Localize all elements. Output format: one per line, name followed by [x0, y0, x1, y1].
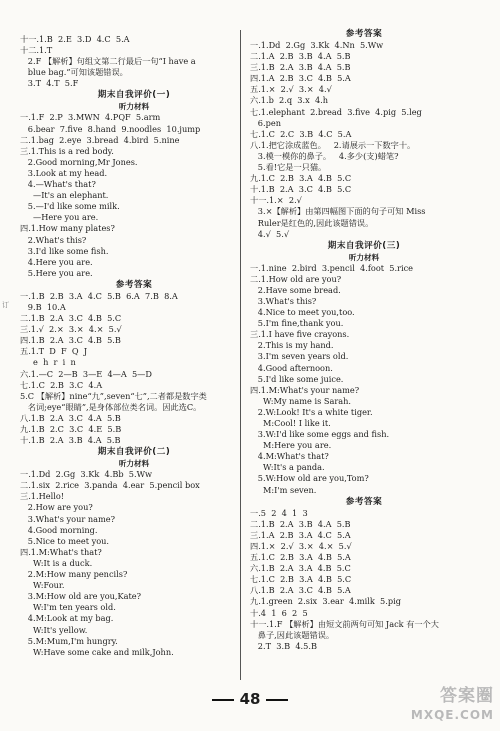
answer-line: 4.M:Look at my bag. — [20, 613, 114, 624]
answer-line: 十一.1.B 2.E 3.D 4.C 5.A — [20, 34, 130, 44]
answer-line: 2.Good morning,Mr Jones. — [20, 156, 138, 167]
answer-line: 三.1.√ 2.× 3.× 4.× 5.√ — [20, 324, 122, 335]
binding-mark: 订 — [2, 301, 9, 309]
answer-line: 2.F 【解析】句组文第二行最后一句“I have a — [20, 56, 196, 67]
answer-line: 二.1.A 2.B 3.B 4.A 5.B — [250, 51, 351, 62]
answer-line: 3.模一模你的鼻子。 4.多少(支)蜡笔? — [250, 150, 399, 161]
answer-line: 七.1.elephant 2.bread 3.five 4.pig 5.leg — [250, 106, 422, 117]
answer-line: 七.1.C 2.B 3.A 4.B 5.C — [250, 574, 352, 585]
answer-line: 四.1.M:What's your name? — [250, 384, 360, 395]
answer-line: 5.Nice to meet you. — [20, 535, 110, 546]
answer-line: 五.1.C 2.B 3.A 4.B 5.A — [250, 552, 351, 563]
answer-line: 三.1.This is a red body. — [20, 145, 114, 156]
answer-line: 5.I'm fine,thank you. — [250, 318, 344, 329]
answer-line: 4.Good afternoon. — [250, 362, 333, 373]
section-subheading: 听力材料 — [118, 102, 150, 112]
answer-line: 六.1.—C 2—B 3—E 4—A 5—D — [20, 368, 152, 379]
watermark-bottom: MXQE.COM — [410, 708, 494, 722]
answer-line: 九.1.green 2.six 3.ear 4.milk 5.pig — [250, 596, 401, 607]
answer-line: 2.W:Look! It's a white tiger. — [250, 406, 373, 417]
answer-line: 5.C 【解析】nine“九”,seven“七”,二者都是数字类 — [20, 390, 207, 401]
answer-line: W:Have some cake and milk,John. — [20, 646, 174, 657]
right-column — [250, 28, 478, 652]
answer-line: 3.W:I'd like some eggs and fish. — [250, 429, 390, 440]
answer-line: 一.1.Dd 2.Gg 3.Kk 4.Bb 5.Ww — [20, 469, 153, 480]
answer-line: 二.1.B 2.A 3.B 4.A 5.B — [250, 518, 351, 529]
answer-line: 七.1.C 2.C 3.B 4.C 5.A — [250, 128, 352, 139]
answer-line: 5.看!它是一只猫。 — [250, 162, 327, 173]
watermark-logo — [382, 685, 494, 729]
answer-line: —It's an elephant. — [20, 190, 109, 201]
answer-line: 5.M:Mum,I'm hungry. — [20, 635, 118, 646]
answer-line: 五.1.T D F Q J — [20, 346, 88, 357]
answer-line: 九.1.C 2.B 3.A 4.B 5.C — [250, 173, 352, 184]
answer-line: W:I'm ten years old. — [20, 602, 116, 613]
answer-line: 名词;eye“眼睛”,是身体部位类名词。因此选C。 — [20, 401, 202, 412]
left-column — [20, 34, 248, 658]
answer-line: W:It's a panda. — [250, 462, 325, 473]
answer-line: 2.T 3.B 4.5.B — [250, 640, 317, 651]
answer-line: M:Cool! I like it. — [250, 418, 331, 428]
answer-line: 二.1.bag 2.eye 3.bread 4.bird 5.nine — [20, 134, 180, 145]
answer-line: 2.How are you? — [20, 502, 93, 513]
answer-line: 四.1.How many plates? — [20, 223, 115, 234]
section-heading: 期末自我评价(一) — [97, 90, 171, 101]
answer-line: 5.Here you are. — [20, 267, 93, 278]
answer-line: 9.B 10.A — [20, 301, 66, 312]
answer-line: 十一.1.× 2.√ — [250, 195, 302, 206]
answer-line: 三.1.B 2.A 3.B 4.A 5.B — [250, 62, 351, 73]
answer-line: 4.—What's that? — [20, 179, 96, 190]
answer-line: 三.1.I have five crayons. — [250, 329, 350, 340]
answer-line: blue bag.”可知该题错误。 — [20, 67, 128, 78]
answer-line: 六.1.b 2.q 3.x 4.h — [250, 95, 329, 106]
answer-line: 鼻子,因此该题错误。 — [250, 629, 335, 640]
answer-line: 十.1.B 2.A 3.B 4.A 5.B — [20, 435, 121, 446]
answer-line: 3.I'd like some fish. — [20, 245, 109, 256]
answer-line: 四.1.A 2.B 3.C 4.B 5.A — [250, 73, 351, 84]
section-heading: 参考答案 — [345, 496, 383, 507]
section-heading: 参考答案 — [115, 279, 153, 290]
answer-line: W:Four. — [20, 580, 65, 591]
answer-line: 十二.1.T — [20, 45, 53, 56]
answer-line: W:My name is Sarah. — [250, 395, 352, 406]
answer-line: 3.×【解析】由第四幅图下面的句子可知 Miss — [250, 206, 426, 217]
answer-line: 2.M:How many pencils? — [20, 569, 128, 580]
answer-line: 2.What's this? — [20, 234, 87, 245]
answer-line: M:Here you are. — [250, 440, 332, 451]
page-number-dash-left — [212, 699, 234, 701]
answer-line: 6.pen — [250, 117, 281, 128]
answer-line: 一.1.B 2.B 3.A 4.C 5.B 6.A 7.B 8.A — [20, 290, 178, 301]
section-subheading: 听力材料 — [348, 252, 380, 262]
answer-line: 3.T 4.T 5.F — [20, 78, 79, 89]
answer-line: 二.1.How old are you? — [250, 273, 342, 284]
answer-line: 一.5 2 4 1 3 — [250, 507, 308, 518]
answer-line: 2.This is my hand. — [250, 340, 334, 351]
answer-line: 3.What's this? — [250, 295, 317, 306]
answer-line: —Here you are. — [20, 212, 99, 223]
answer-line: W:It is a duck. — [20, 557, 93, 568]
answer-line: 二.1.six 2.rice 3.panda 4.ear 5.pencil box — [20, 480, 200, 491]
answer-line: 一.1.Dd 2.Gg 3.Kk 4.Nn 5.Ww — [250, 40, 384, 50]
answer-line: 八.1.把它涂成蓝色。 2.请展示一下数字十。 — [250, 139, 416, 150]
answer-line: Ruler是红色的,因此该题错误。 — [250, 217, 374, 228]
section-heading: 期末自我评价(二) — [97, 447, 171, 458]
answer-line: 5.—I'd like some milk. — [20, 201, 120, 212]
answer-line: 一.1.nine 2.bird 3.pencil 4.foot 5.rice — [250, 262, 414, 273]
answer-line: 二.1.B 2.A 3.C 4.B 5.C — [20, 313, 122, 324]
answer-line: 十.1.B 2.A 3.C 4.B 5.C — [250, 184, 352, 195]
answer-line: M:I'm seven. — [250, 484, 317, 495]
answer-line: 八.1.B 2.A 3.C 4.A 5.B — [20, 412, 121, 423]
answer-line: 四.1.B 2.A 3.C 4.B 5.B — [20, 335, 121, 346]
section-subheading: 听力材料 — [118, 459, 150, 469]
answer-line: 4.Here you are. — [20, 256, 93, 267]
answer-line: 5.I'd like some juice. — [250, 373, 344, 384]
answer-line: 一.1.F 2.P 3.MWN 4.PQF 5.arm — [20, 112, 161, 123]
answer-line: 八.1.B 2.A 3.C 4.B 5.A — [250, 585, 351, 596]
answer-line: 2.Have some bread. — [250, 284, 341, 295]
answer-line: 十.4 1 6 2 5 — [250, 607, 308, 618]
section-heading: 参考答案 — [345, 29, 383, 39]
answer-line: 九.1.B 2.C 3.C 4.E 5.B — [20, 424, 122, 434]
answer-line: 五.1.× 2.√ 3.× 4.√ — [250, 84, 332, 95]
answer-line: W:It's yellow. — [20, 624, 88, 635]
section-heading: 期末自我评价(三) — [327, 240, 401, 251]
answer-line: 4.M:What's that? — [250, 451, 329, 462]
answer-line: 3.What's your name? — [20, 513, 116, 524]
answer-line: 七.1.C 2.B 3.C 4.A — [20, 379, 103, 390]
column-divider — [240, 30, 241, 680]
answer-line: 4.Good morning. — [20, 524, 98, 535]
answer-line: 4.Nice to meet you,too. — [250, 307, 355, 318]
watermark-top: 答案圈 — [440, 686, 494, 706]
answer-line: 十一.1.F 【解析】由短文前两句可知 Jack 有一个大 — [250, 618, 439, 629]
answer-line: 三.1.A 2.B 3.A 4.C 5.A — [250, 529, 351, 540]
answer-line: 4.√ 5.√ — [250, 228, 290, 239]
page-number-dash-right — [266, 699, 288, 701]
answer-line: 3.I'm seven years old. — [250, 351, 349, 362]
answer-line: 3.M:How old are you,Kate? — [20, 591, 142, 602]
answer-line: 四.1.× 2.√ 3.× 4.× 5.√ — [250, 540, 352, 551]
answer-line: 六.1.B 2.A 3.A 4.B 5.C — [250, 563, 351, 574]
answer-line: 6.bear 7.five 8.hand 9.noodles 10.jump — [20, 123, 201, 134]
answer-line: e h r i n — [20, 357, 76, 368]
answer-line: 5.W:How old are you,Tom? — [250, 473, 369, 484]
answer-line: 四.1.M:What's that? — [20, 546, 102, 557]
page-number-value: 48 — [239, 690, 261, 708]
answer-line: 三.1.Hello! — [20, 491, 65, 502]
answer-line: 3.Look at my head. — [20, 167, 108, 178]
